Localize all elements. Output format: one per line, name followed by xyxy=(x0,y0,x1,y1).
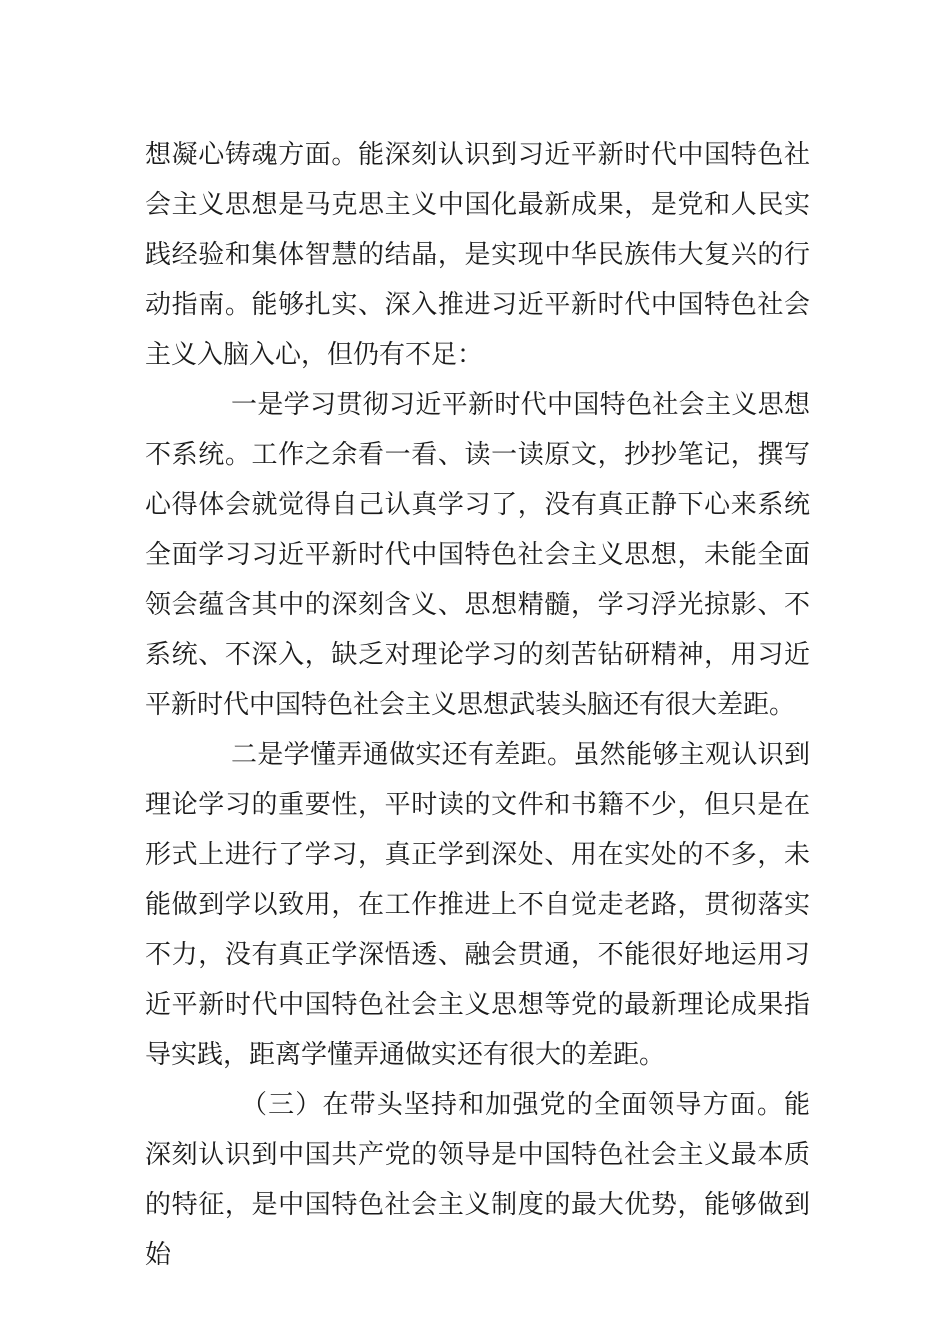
paragraph-point-one: 一是学习贯彻习近平新时代中国特色社会主义思想不系统。工作之余看一看、读一读原文，抄抄笔记，撰写心得体会就觉得自己认真学习了，没有真正静下心来系统全面学习习近平新时代中国特色社会主义思想，未能全面领会蕴含其中的深刻含义、思想精髓，学习浮光掠影、不系统、不深入，缺乏对理论学习的刻苦钻研精神，用习近平新时代中国特色社会主义思想武装头脑还有很大差距。 xyxy=(145,390,810,720)
document-body xyxy=(145,130,810,1280)
paragraph-point-two: 二是学懂弄通做实还有差距。虽然能够主观认识到理论学习的重要性，平时读的文件和书籍不少，但只是在形式上进行了学习，真正学到深处、用在实处的不多，未能做到学以致用，在工作推进上不自觉走老路，贯彻落实不力，没有真正学深悟透、融会贯通，不能很好地运用习近平新时代中国特色社会主义思想等党的最新理论成果指导实践，距离学懂弄通做实还有很大的差距。 xyxy=(145,740,810,1070)
paragraph-section-three: （三）在带头坚持和加强党的全面领导方面。能深刻认识到中国共产党的领导是中国特色社会主义最本质的特征，是中国特色社会主义制度的最大优势，能够做到始 xyxy=(145,1090,810,1270)
paragraph-continuation: 想凝心铸魂方面。能深刻认识到习近平新时代中国特色社会主义思想是马克思主义中国化最新成果，是党和人民实践经验和集体智慧的结晶，是实现中华民族伟大复兴的行动指南。能够扎实、深入推进习近平新时代中国特色社会主义入脑入心，但仍有不足： xyxy=(145,140,810,370)
